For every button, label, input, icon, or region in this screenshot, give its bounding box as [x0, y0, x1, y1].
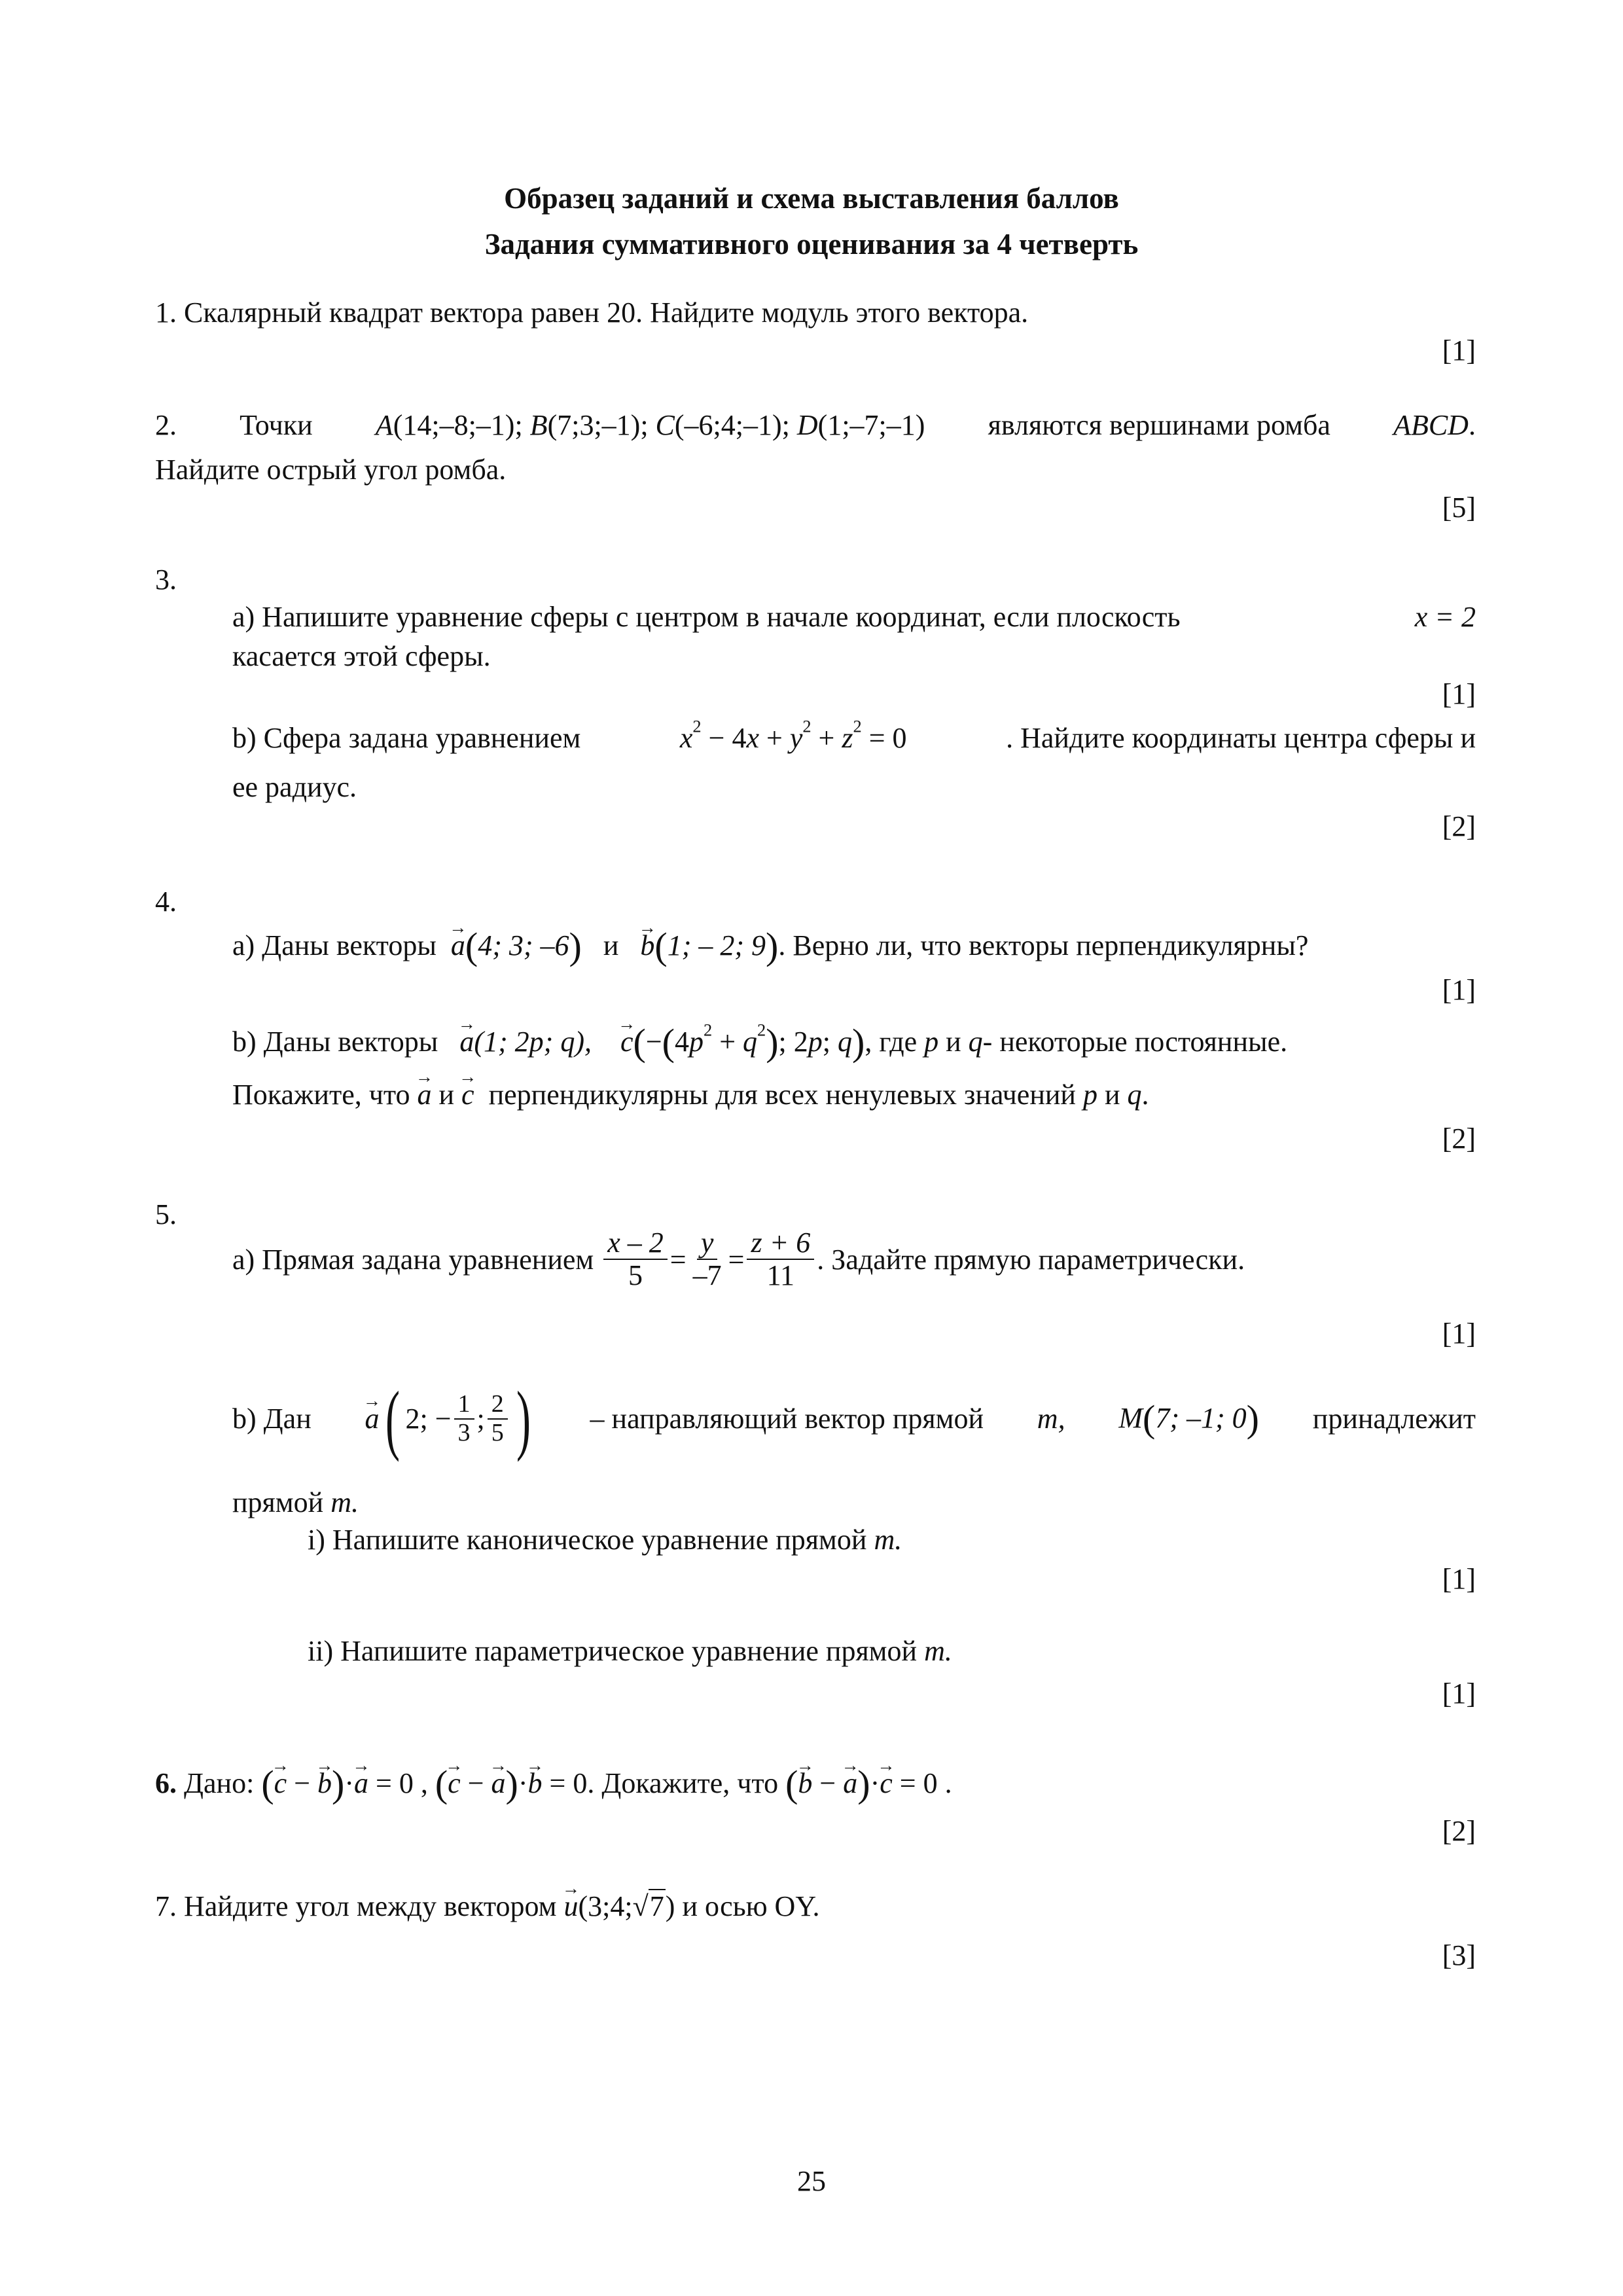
- question-2-points-list: A(14;–8;–1); B(7;3;–1); C(–6;4;–1); D(1;–7;–1): [375, 409, 925, 441]
- question-5a-points: [1]: [1442, 1318, 1476, 1350]
- question-5b-line: b) Дан → a ( 2; − $\frac{1}{3}$ ; $\frac{2}{5}$ ) – направляющий вектор прямой m, M(7; –1; 0) принадлежит: [232, 1391, 1476, 1447]
- question-3b-points: [2]: [1442, 810, 1476, 842]
- question-3a-equation: x = 2: [1414, 601, 1476, 633]
- question-2-number: 2.: [155, 409, 177, 441]
- question-2-line: [155, 407, 1476, 443]
- question-6-line: 6. Дано: (→ c − → b)·→ a = 0 , (→ c − → a)·→ b = 0. Докажите, что (→ b − → a)·→ c = 0 .: [155, 1761, 952, 1808]
- question-4a-points: [1]: [1442, 974, 1476, 1006]
- question-7-points: [3]: [1442, 1939, 1476, 1971]
- question-5b-ii: ii) Напишите параметрическое уравнение прямой m.: [308, 1635, 952, 1667]
- question-5b-i-points: [1]: [1442, 1563, 1476, 1595]
- question-1-text: 1. Скалярный квадрат вектора равен 20. Найдите модуль этого вектора.: [155, 296, 1029, 329]
- question-3-number: 3.: [155, 564, 177, 596]
- question-5b-line2: прямой m.: [232, 1486, 359, 1518]
- vector-b: → b: [640, 927, 654, 963]
- fraction-x: $\frac{x - 2}{5}$: [603, 1227, 668, 1292]
- question-2-abcd: ABCD.: [1393, 409, 1476, 441]
- question-1-points: [1]: [1442, 334, 1476, 367]
- question-4a-line: a) Даны векторы → a(4; 3; –6) и → b(1; – 2; 9). Верно ли, что векторы перпендикулярны?: [232, 923, 1308, 971]
- question-3b-equation: $x^2 - 4x + y^2 + z^2 = 0$: [679, 716, 907, 754]
- question-4b-points: [2]: [1442, 1122, 1476, 1155]
- fraction-y: $\frac{y}{-7}$: [692, 1227, 722, 1292]
- question-3b-text: b) Сфера задана уравнением: [232, 722, 581, 754]
- question-6-points: [2]: [1442, 1815, 1476, 1847]
- question-4-number: 4.: [155, 886, 177, 918]
- question-3a-line: [232, 599, 1476, 635]
- direction-vector: → a ( 2; − $\frac{1}{3}$ ; $\frac{2}{5}$ ): [365, 1391, 537, 1447]
- fraction-z: $\frac{z + 6}{11}$: [747, 1227, 814, 1292]
- vector-c: → c: [620, 1024, 633, 1060]
- page-subtitle: Задания суммативного оценивания за 4 четверть: [484, 228, 1139, 260]
- page-number: 25: [797, 2165, 826, 2197]
- vector-a: → a: [451, 927, 465, 963]
- vector-u: → u: [564, 1888, 579, 1924]
- question-2-points: [5]: [1442, 492, 1476, 524]
- page-title: Образец заданий и схема выставления баллов: [504, 182, 1119, 215]
- question-3a-line2: касается этой сферы.: [232, 640, 491, 672]
- question-5a-line: a) Прямая задана уравнением $\frac{x - 2}{5}$ = $\frac{y}{-7}$ = $\frac{z + 6}{11}$ . Задайте прямую параметрически.: [232, 1227, 1245, 1292]
- question-5-number: 5.: [155, 1198, 177, 1230]
- question-2-line2: Найдите острый угол ромба.: [155, 454, 507, 486]
- question-3a-text: a) Напишите уравнение сферы с центром в начале координат, если плоскость: [232, 601, 1181, 633]
- question-3a-points: [1]: [1442, 678, 1476, 710]
- question-4b-line2: Покажите, что → a и → c перпендикулярны для всех ненулевых значений p и q.: [232, 1077, 1149, 1113]
- question-5b-i: i) Напишите каноническое уравнение прямой m.: [308, 1524, 902, 1556]
- question-3b-line2: ее радиус.: [232, 771, 357, 803]
- question-2-lead: Точки: [240, 409, 313, 441]
- question-5b-ii-points: [1]: [1442, 1677, 1476, 1710]
- vector-a: → a: [459, 1024, 474, 1060]
- question-4b-line: b) Даны векторы → a(1; 2p; q), → $c(-(4p^2 + q^2)$; 2p; q), где p и q- некоторые постоянные.: [232, 1019, 1287, 1067]
- question-2-mid: являются вершинами ромба: [988, 409, 1330, 441]
- question-7-line: 7. Найдите угол между вектором → u(3;4;√7) и осью OY.: [155, 1888, 819, 1924]
- question-3b-line: [232, 716, 1476, 756]
- question-3b-tail: . Найдите координаты центра сферы и: [1006, 722, 1476, 754]
